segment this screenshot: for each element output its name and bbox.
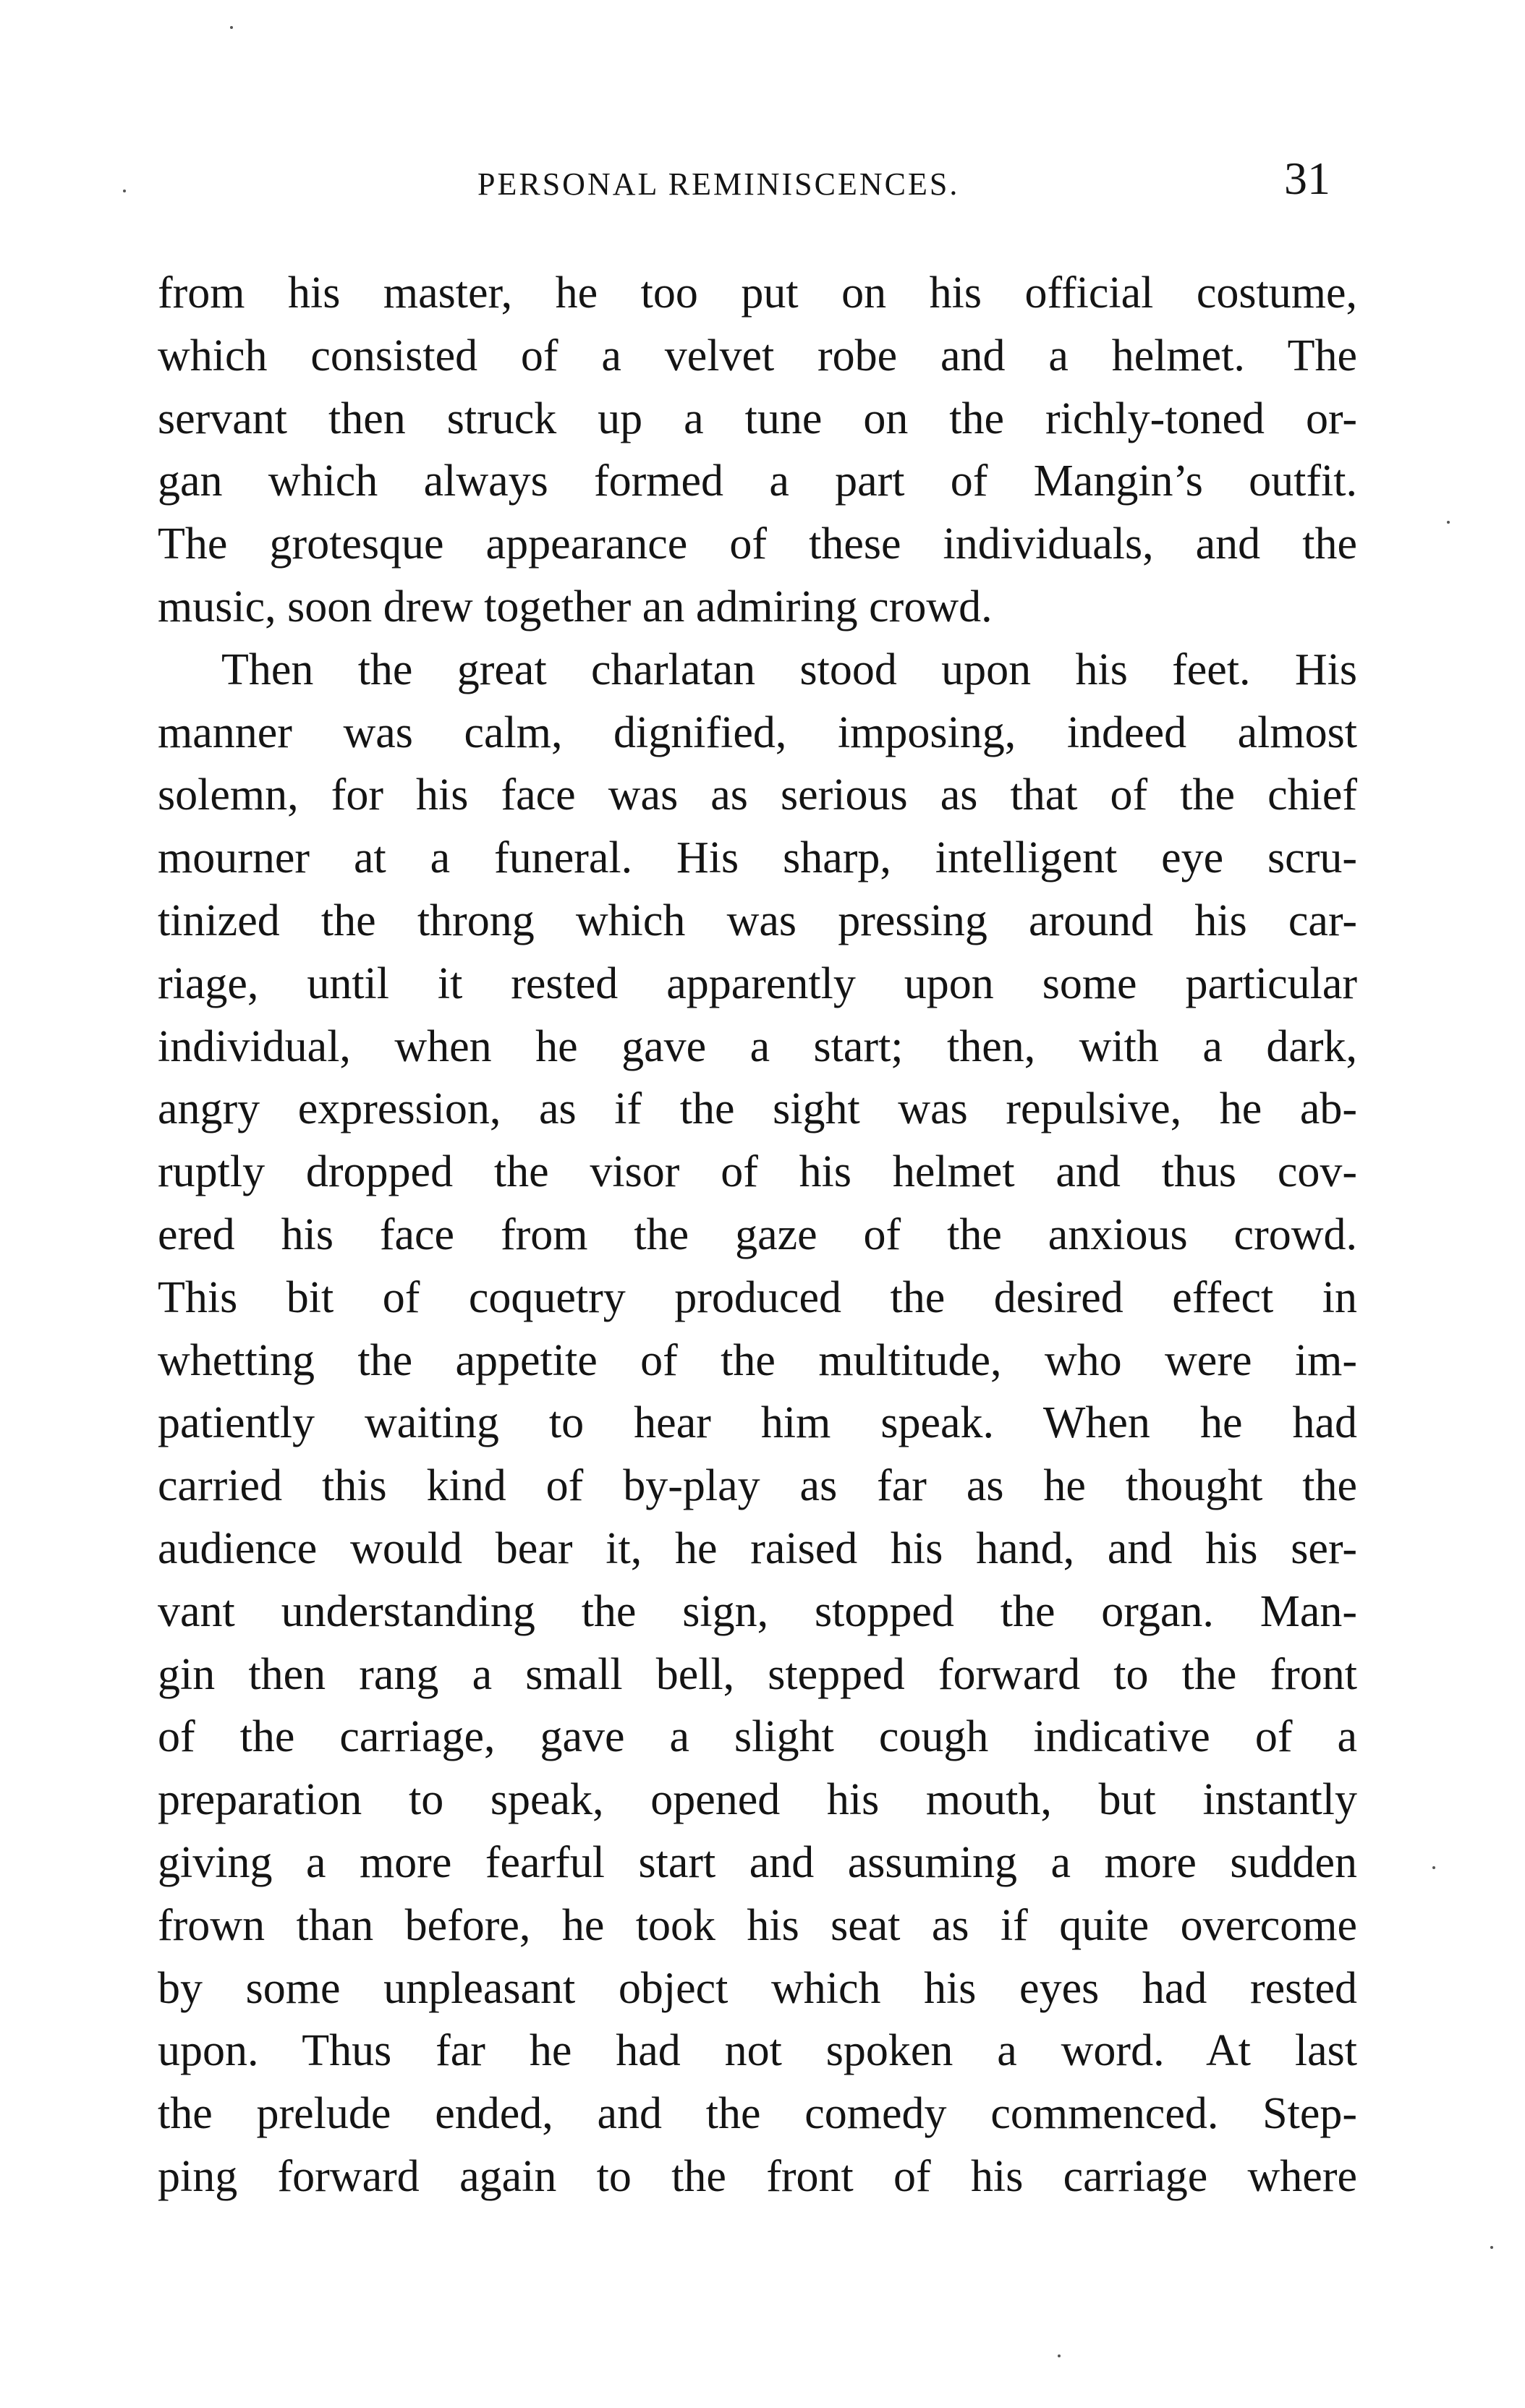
text-line: music, soon drew together an admiring crowd. xyxy=(158,582,993,631)
text-line: from his master, he too put on his official costume, xyxy=(158,268,1357,318)
text-line: manner was calm, dignified, imposing, indeed almost xyxy=(158,707,1357,757)
text-line: individual, when he gave a start; then, with a dark, xyxy=(158,1021,1357,1071)
scan-speck xyxy=(123,190,126,192)
running-header: PERSONAL REMINISCENCES. xyxy=(477,166,960,202)
scan-speck xyxy=(1490,2246,1493,2249)
text-line: solemn, for his face was as serious as that of the chief xyxy=(158,770,1357,820)
text-line: frown than before, he took his seat as if quite overcome xyxy=(158,1900,1357,1950)
text-line: This bit of coquetry produced the desired effect in xyxy=(158,1272,1357,1322)
scan-speck xyxy=(1447,521,1450,524)
scan-speck xyxy=(1058,2354,1061,2357)
text-line: vant understanding the sign, stopped the organ. Man- xyxy=(158,1586,1357,1636)
text-line: whetting the appetite of the multitude, who were im- xyxy=(158,1335,1357,1385)
text-line: giving a more fearful start and assuming a more sudden xyxy=(158,1837,1357,1887)
text-line: upon. Thus far he had not spoken a word. At last xyxy=(158,2026,1357,2076)
text-line: ered his face from the gaze of the anxious crowd. xyxy=(158,1209,1357,1259)
text-line: Then the great charlatan stood upon his feet. His xyxy=(221,644,1357,694)
text-line: angry expression, as if the sight was repulsive, he ab- xyxy=(158,1084,1357,1134)
text-line: gan which always formed a part of Mangin’s outfit. xyxy=(158,456,1357,506)
text-line: mourner at a funeral. His sharp, intelligent eye scru- xyxy=(158,833,1357,883)
text-line: of the carriage, gave a slight cough indicative of a xyxy=(158,1712,1357,1762)
text-line: The grotesque appearance of these individuals, and the xyxy=(158,519,1357,569)
page-number: 31 xyxy=(1284,153,1330,204)
text-line: carried this kind of by-play as far as he thought the xyxy=(158,1461,1357,1511)
scan-speck xyxy=(1432,1866,1435,1869)
text-line: gin then rang a small bell, stepped forward to the front xyxy=(158,1649,1357,1699)
text-line: servant then struck up a tune on the richly-toned or- xyxy=(158,393,1357,443)
text-line: the prelude ended, and the comedy commenced. Step- xyxy=(158,2089,1357,2139)
text-line: ruptly dropped the visor of his helmet and thus cov- xyxy=(158,1147,1357,1197)
text-line: by some unpleasant object which his eyes had rested xyxy=(158,1963,1357,2013)
text-line: patiently waiting to hear him speak. When he had xyxy=(158,1398,1357,1448)
scan-speck xyxy=(230,26,233,29)
text-line: ping forward again to the front of his carriage where xyxy=(158,2151,1357,2201)
text-line: riage, until it rested apparently upon some particular xyxy=(158,958,1357,1008)
text-line: preparation to speak, opened his mouth, but instantly xyxy=(158,1775,1357,1825)
text-line: which consisted of a velvet robe and a helmet. The xyxy=(158,331,1357,380)
body-text xyxy=(158,262,1357,2208)
text-line: tinized the throng which was pressing around his car- xyxy=(158,895,1357,945)
text-line: audience would bear it, he raised his hand, and his ser- xyxy=(158,1523,1357,1573)
